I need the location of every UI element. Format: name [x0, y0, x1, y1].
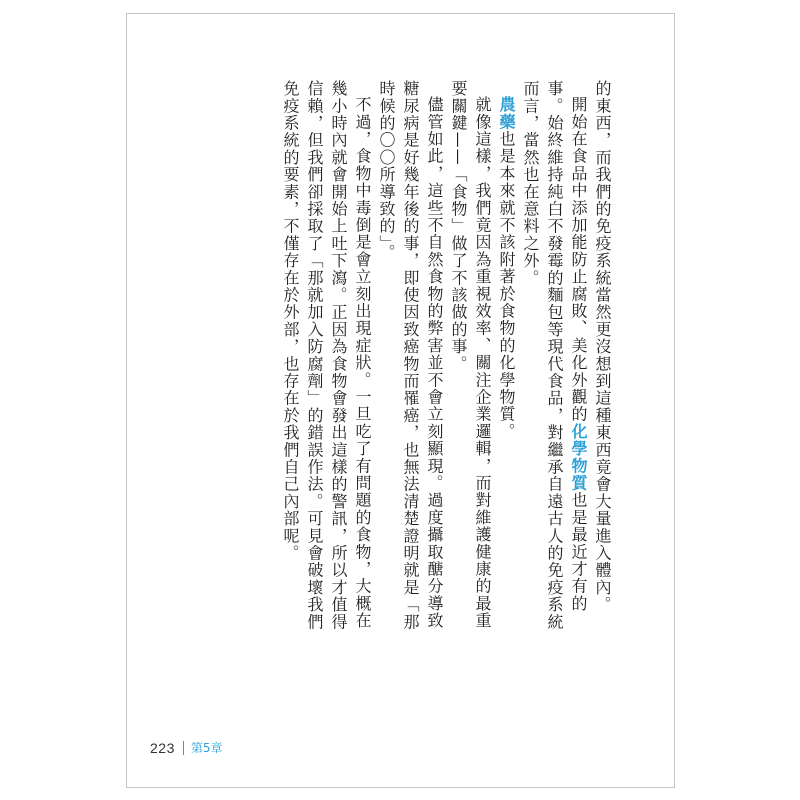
paragraph-1: 的東西，而我們的免疫系統當然更沒想到這種東西竟會大量進入體內。	[593, 80, 612, 614]
paragraph-3	[494, 80, 518, 640]
paragraph-3-text-b: 也是本來就不該附著於食物的化學物質。	[497, 130, 516, 441]
paragraph-2-text-a: 開始在食品中添加能防止腐敗、美化外觀的	[569, 96, 588, 423]
paragraph-6: 不過，食物中毒倒是會立刻出現症狀。一旦吃了有問題的食物，大概在幾小時內就會開始上吐下瀉。正因為食物會發出這樣的警訊，所以才值得信賴，但我們卻採取了「那就加入防腐劑」的錯誤作法。可見會破壞我們免疫系統的要素，不僅存在於外部，也存在於我們自己內部呢。	[281, 80, 372, 631]
page-footer	[150, 739, 223, 756]
paragraph-2-text-c: 也是最近才有的事。始終維持純白不發霉的麵包等現代食品，對繼承自遠古人的免疫系統而言，當然也在意料之外。	[521, 80, 588, 631]
vertical-text-body	[278, 80, 614, 640]
highlight-chemical-substance: 化學物質	[569, 422, 588, 492]
paragraph-4: 就像這樣，我們竟因為重視效率、關注企業邏輯，而對維護健康的最重要關鍵——「食物」做了不該做的事。	[449, 80, 492, 630]
paragraph-5: 儘管如此，這些不自然食物的弊害並不會立刻顯現。過度攝取醣分導致糖尿病是好幾年後的事，即使因致癌物而罹癌，也無法清楚證明就是「那時候的〇〇所導致的」。	[377, 80, 444, 631]
paragraph-2	[518, 80, 590, 640]
chapter-label: 第5章	[190, 741, 223, 755]
footer-divider	[183, 741, 184, 755]
highlight-pesticide: 農藥	[497, 96, 516, 131]
page-number: 223	[150, 739, 175, 756]
